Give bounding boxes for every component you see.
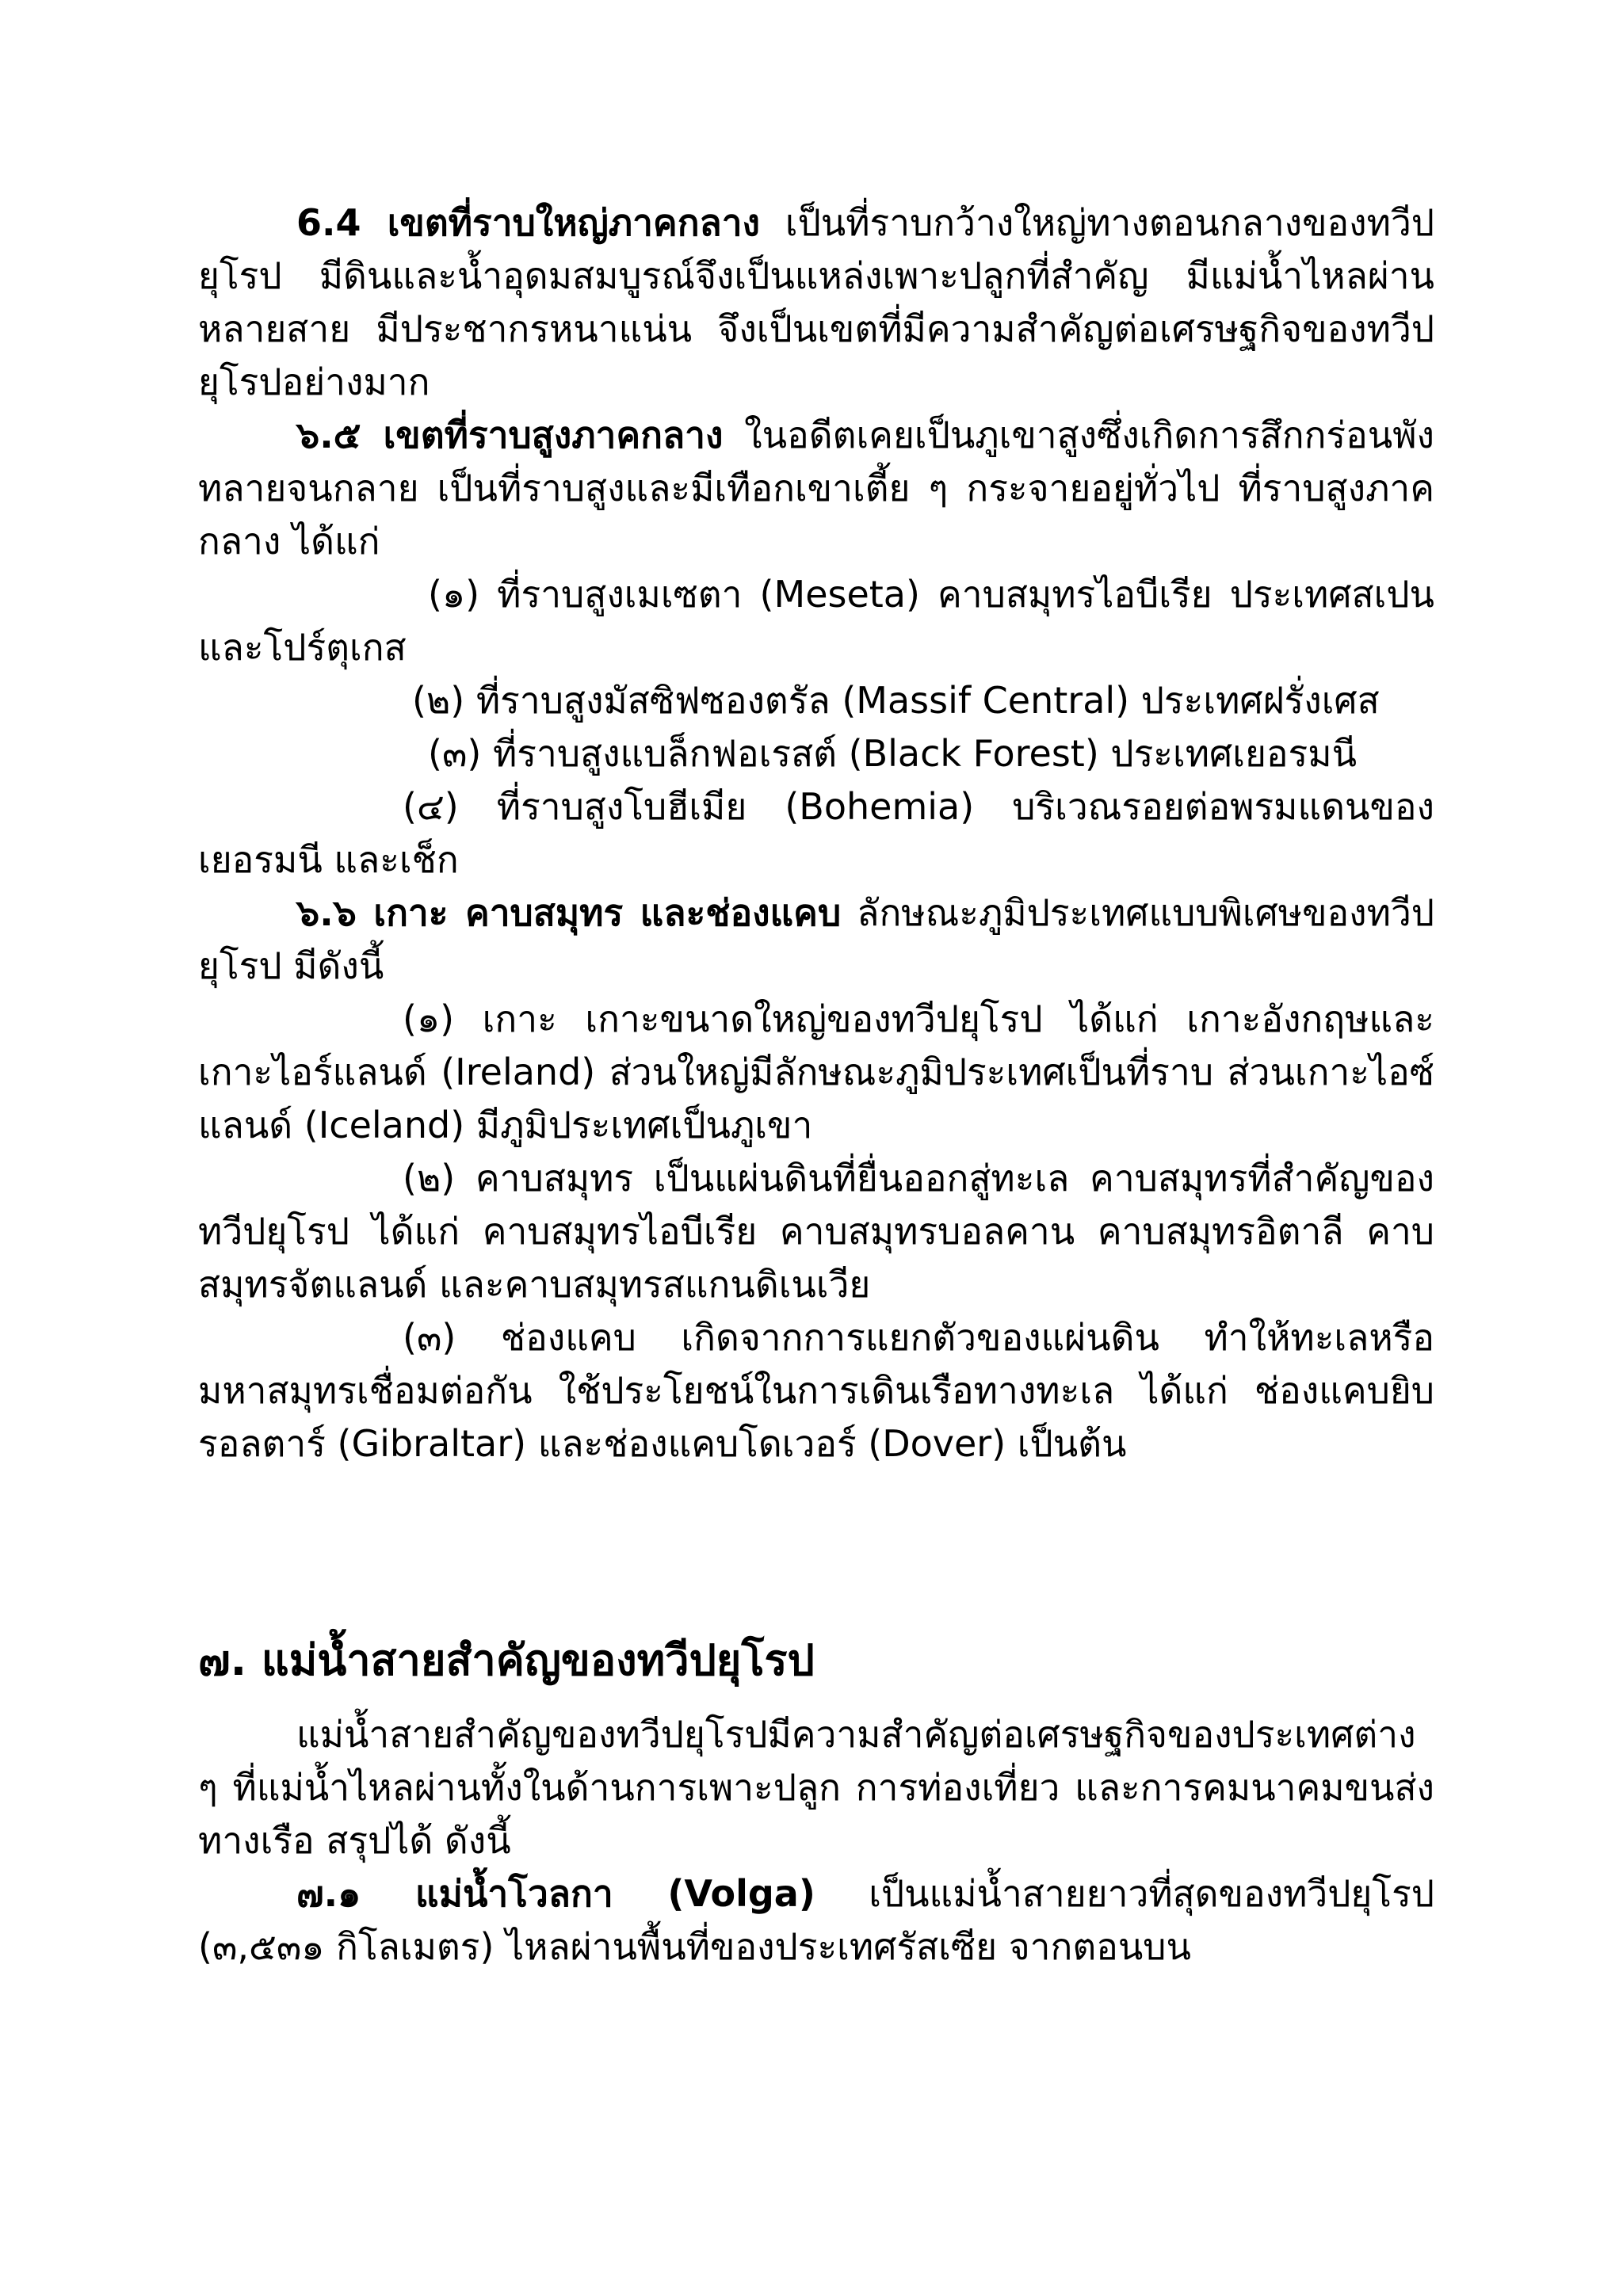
section-7-1-body: เป็นแม่น้ำสายยาวที่สุดของทวีปยุโรป (๓,๕๓๑ กิโลเมตร) ไหลผ่านพื้นที่ของประเทศรัสเซีย จากตอนบน [198,1872,1435,1968]
plateau-item-4: (๔) ที่ราบสูงโบฮีเมีย (Bohemia) บริเวณรอยต่อพรมแดนของเยอรมนี และเช็ก [198,785,1434,881]
plateau-item-2: (๒) ที่ราบสูงมัสซิฟซองตรัล (Massif Central) ประเทศฝรั่งเศส [412,679,1380,722]
section-7-1-title: ๗.๑ แม่น้ำโวลกา (Volga) [296,1872,815,1915]
section-7-intro: แม่น้ำสายสำคัญของทวีปยุโรปมีความสำคัญต่อเศรษฐกิจของประเทศต่าง ๆ ที่แม่น้ำไหลผ่านทั้งในด้านการเพาะปลูก การท่องเที่ยว และการคมนาคมขนส่งทางเรือ สรุปได้ ดังนี้ [198,1713,1434,1862]
section-6-6 [198,887,1434,993]
landform-item-2: (๒) คาบสมุทร เป็นแผ่นดินที่ยื่นออกสู่ทะเล คาบสมุทรที่สำคัญของทวีปยุโรป ได้แก่ คาบสมุทรไอบีเรีย คาบสมุทรบอลคาน คาบสมุทรอิตาลี คาบสมุทรจัตแลนด์ และคาบสมุทรสแกนดิเนเวีย [198,1157,1434,1306]
section-7-1 [198,1867,1434,1974]
section-6-5-body: ในอดีตเคยเป็นภูเขาสูงซึ่งเกิดการสึกกร่อนพังทลายจนกลาย เป็นที่ราบสูงและมีเทือกเขาเตี้ย ๆ กระจายอยู่ทั่วไป ที่ราบสูงภาคกลาง ได้แก่ [198,414,1434,563]
plateau-item-3: (๓) ที่ราบสูงแบล็กฟอเรสต์ (Black Forest) ประเทศเยอรมนี [428,732,1358,775]
landform-item-3: (๓) ช่องแคบ เกิดจากการแยกตัวของแผ่นดิน ทำให้ทะเลหรือมหาสมุทรเชื่อมต่อกัน ใช้ประโยชน์ในการเดินเรือทางทะเล ได้แก่ ช่องแคบยิบรอลตาร์ (Gibraltar) และช่องแคบโดเวอร์ (Dover) เป็นต้น [198,1316,1434,1465]
section-6-4-title: 6.4 เขตที่ราบใหญ่ภาคกลาง [296,201,761,244]
document-page [198,196,1434,1974]
heading-spacer [198,1692,1434,1708]
landform-item-1: (๑) เกาะ เกาะขนาดใหญ่ของทวีปยุโรป ได้แก่ เกาะอังกฤษและเกาะไอร์แลนด์ (Ireland) ส่วนใหญ่มีลักษณะภูมิประเทศเป็นที่ราบ ส่วนเกาะไอซ์แลนด์ (Iceland) มีภูมิประเทศเป็นภูเขา [198,997,1434,1146]
section-6-4 [198,196,1434,409]
section-6-4-body: เป็นที่ราบกว้างใหญ่ทางตอนกลางของทวีปยุโรป มีดินและน้ำอุดมสมบูรณ์จึงเป็นแหล่งเพาะปลูกที่สำคัญ มีแม่น้ำไหลผ่านหลายสาย มีประชากรหนาแน่น จึงเป็นเขตที่มีความสำคัญต่อเศรษฐกิจของทวีปยุโรปอย่างมาก [198,201,1434,403]
section-6-6-body: ลักษณะภูมิประเทศแบบพิเศษของทวีปยุโรป มีดังนี้ [198,891,1434,987]
section-6-5-title: ๖.๕ เขตที่ราบสูงภาคกลาง [296,414,724,456]
section-6-5 [198,409,1434,568]
plateau-item-1: (๑) ที่ราบสูงเมเซตา (Meseta) คาบสมุทรไอบีเรีย ประเทศสเปนและโปร์ตุเกส [198,573,1434,669]
section-7-heading: ๗. แม่น้ำสายสำคัญของทวีปยุโรป [198,1635,815,1685]
section-6-6-title: ๖.๖ เกาะ คาบสมุทร และช่องแคบ [296,891,842,934]
section-gap [198,1470,1434,1629]
